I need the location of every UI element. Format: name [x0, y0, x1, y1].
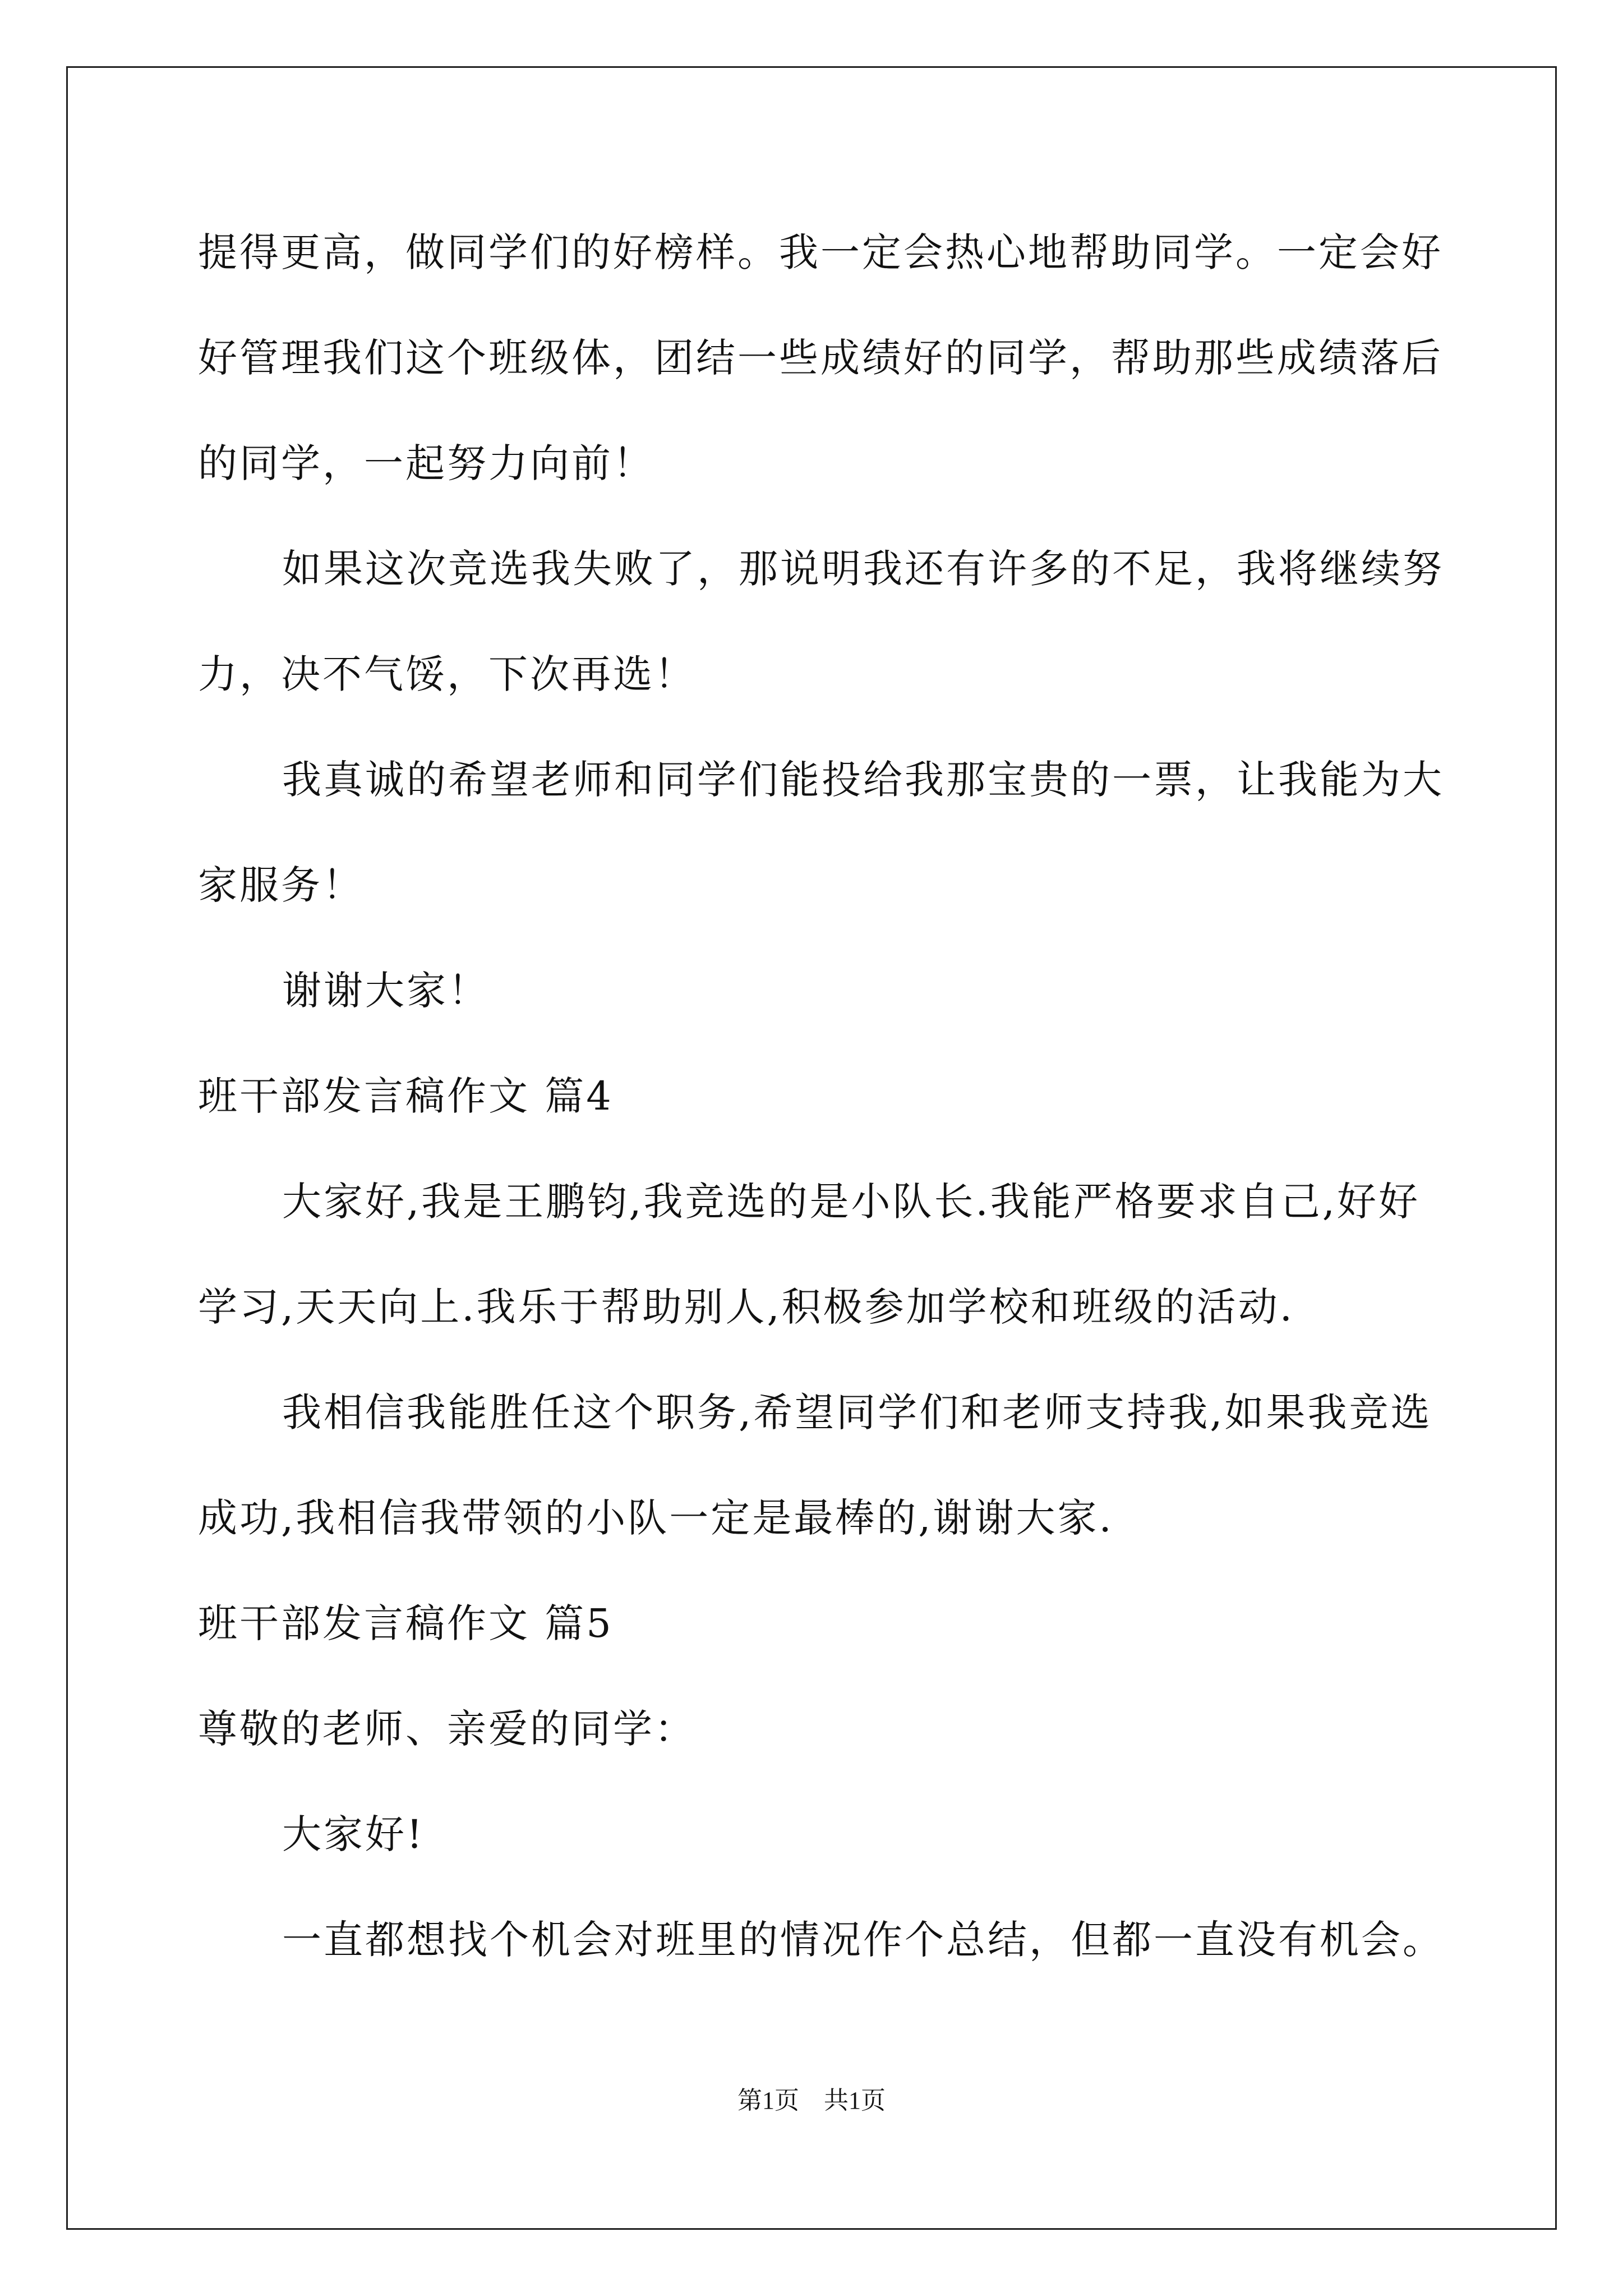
text-line: 大家好!	[282, 1811, 425, 1857]
text-line: 一直都想找个机会对班里的情况作个总结，但都一直没有机会。	[282, 1917, 1444, 1963]
salutation: 尊敬的老师、亲爱的同学：	[198, 1706, 696, 1752]
section-heading: 班干部发言稿作文 篇4	[198, 1073, 614, 1119]
text-line: 的同学，一起努力向前！	[198, 440, 654, 486]
page-border	[66, 66, 1557, 2230]
text-line: 成功,我相信我带领的小队一定是最棒的,谢谢大家.	[198, 1495, 1114, 1541]
text-line: 提得更高，做同学们的好榜样。我一定会热心地帮助同学。一定会好	[198, 229, 1443, 275]
text-line: 学习,天天向上.我乐于帮助别人,积极参加学校和班级的活动.	[198, 1284, 1295, 1330]
page-number: 第1页 共1页	[737, 2087, 886, 2114]
section-heading: 班干部发言稿作文 篇5	[198, 1600, 614, 1646]
text-line: 力，决不气馁，下次再选！	[198, 651, 696, 697]
text-line: 好管理我们这个班级体，团结一些成绩好的同学，帮助那些成绩落后	[198, 335, 1443, 381]
text-line: 如果这次竞选我失败了，那说明我还有许多的不足，我将继续努	[282, 546, 1444, 592]
text-line: 谢谢大家！	[282, 968, 490, 1014]
text-line: 我真诚的希望老师和同学们能投给我那宝贵的一票，让我能为大	[282, 757, 1444, 803]
text-line: 我相信我能胜任这个职务,希望同学们和老师支持我,如果我竞选	[282, 1389, 1432, 1435]
text-line: 大家好,我是王鹏钧,我竞选的是小队长.我能严格要求自己,好好	[282, 1179, 1421, 1225]
text-line: 家服务！	[198, 862, 364, 908]
